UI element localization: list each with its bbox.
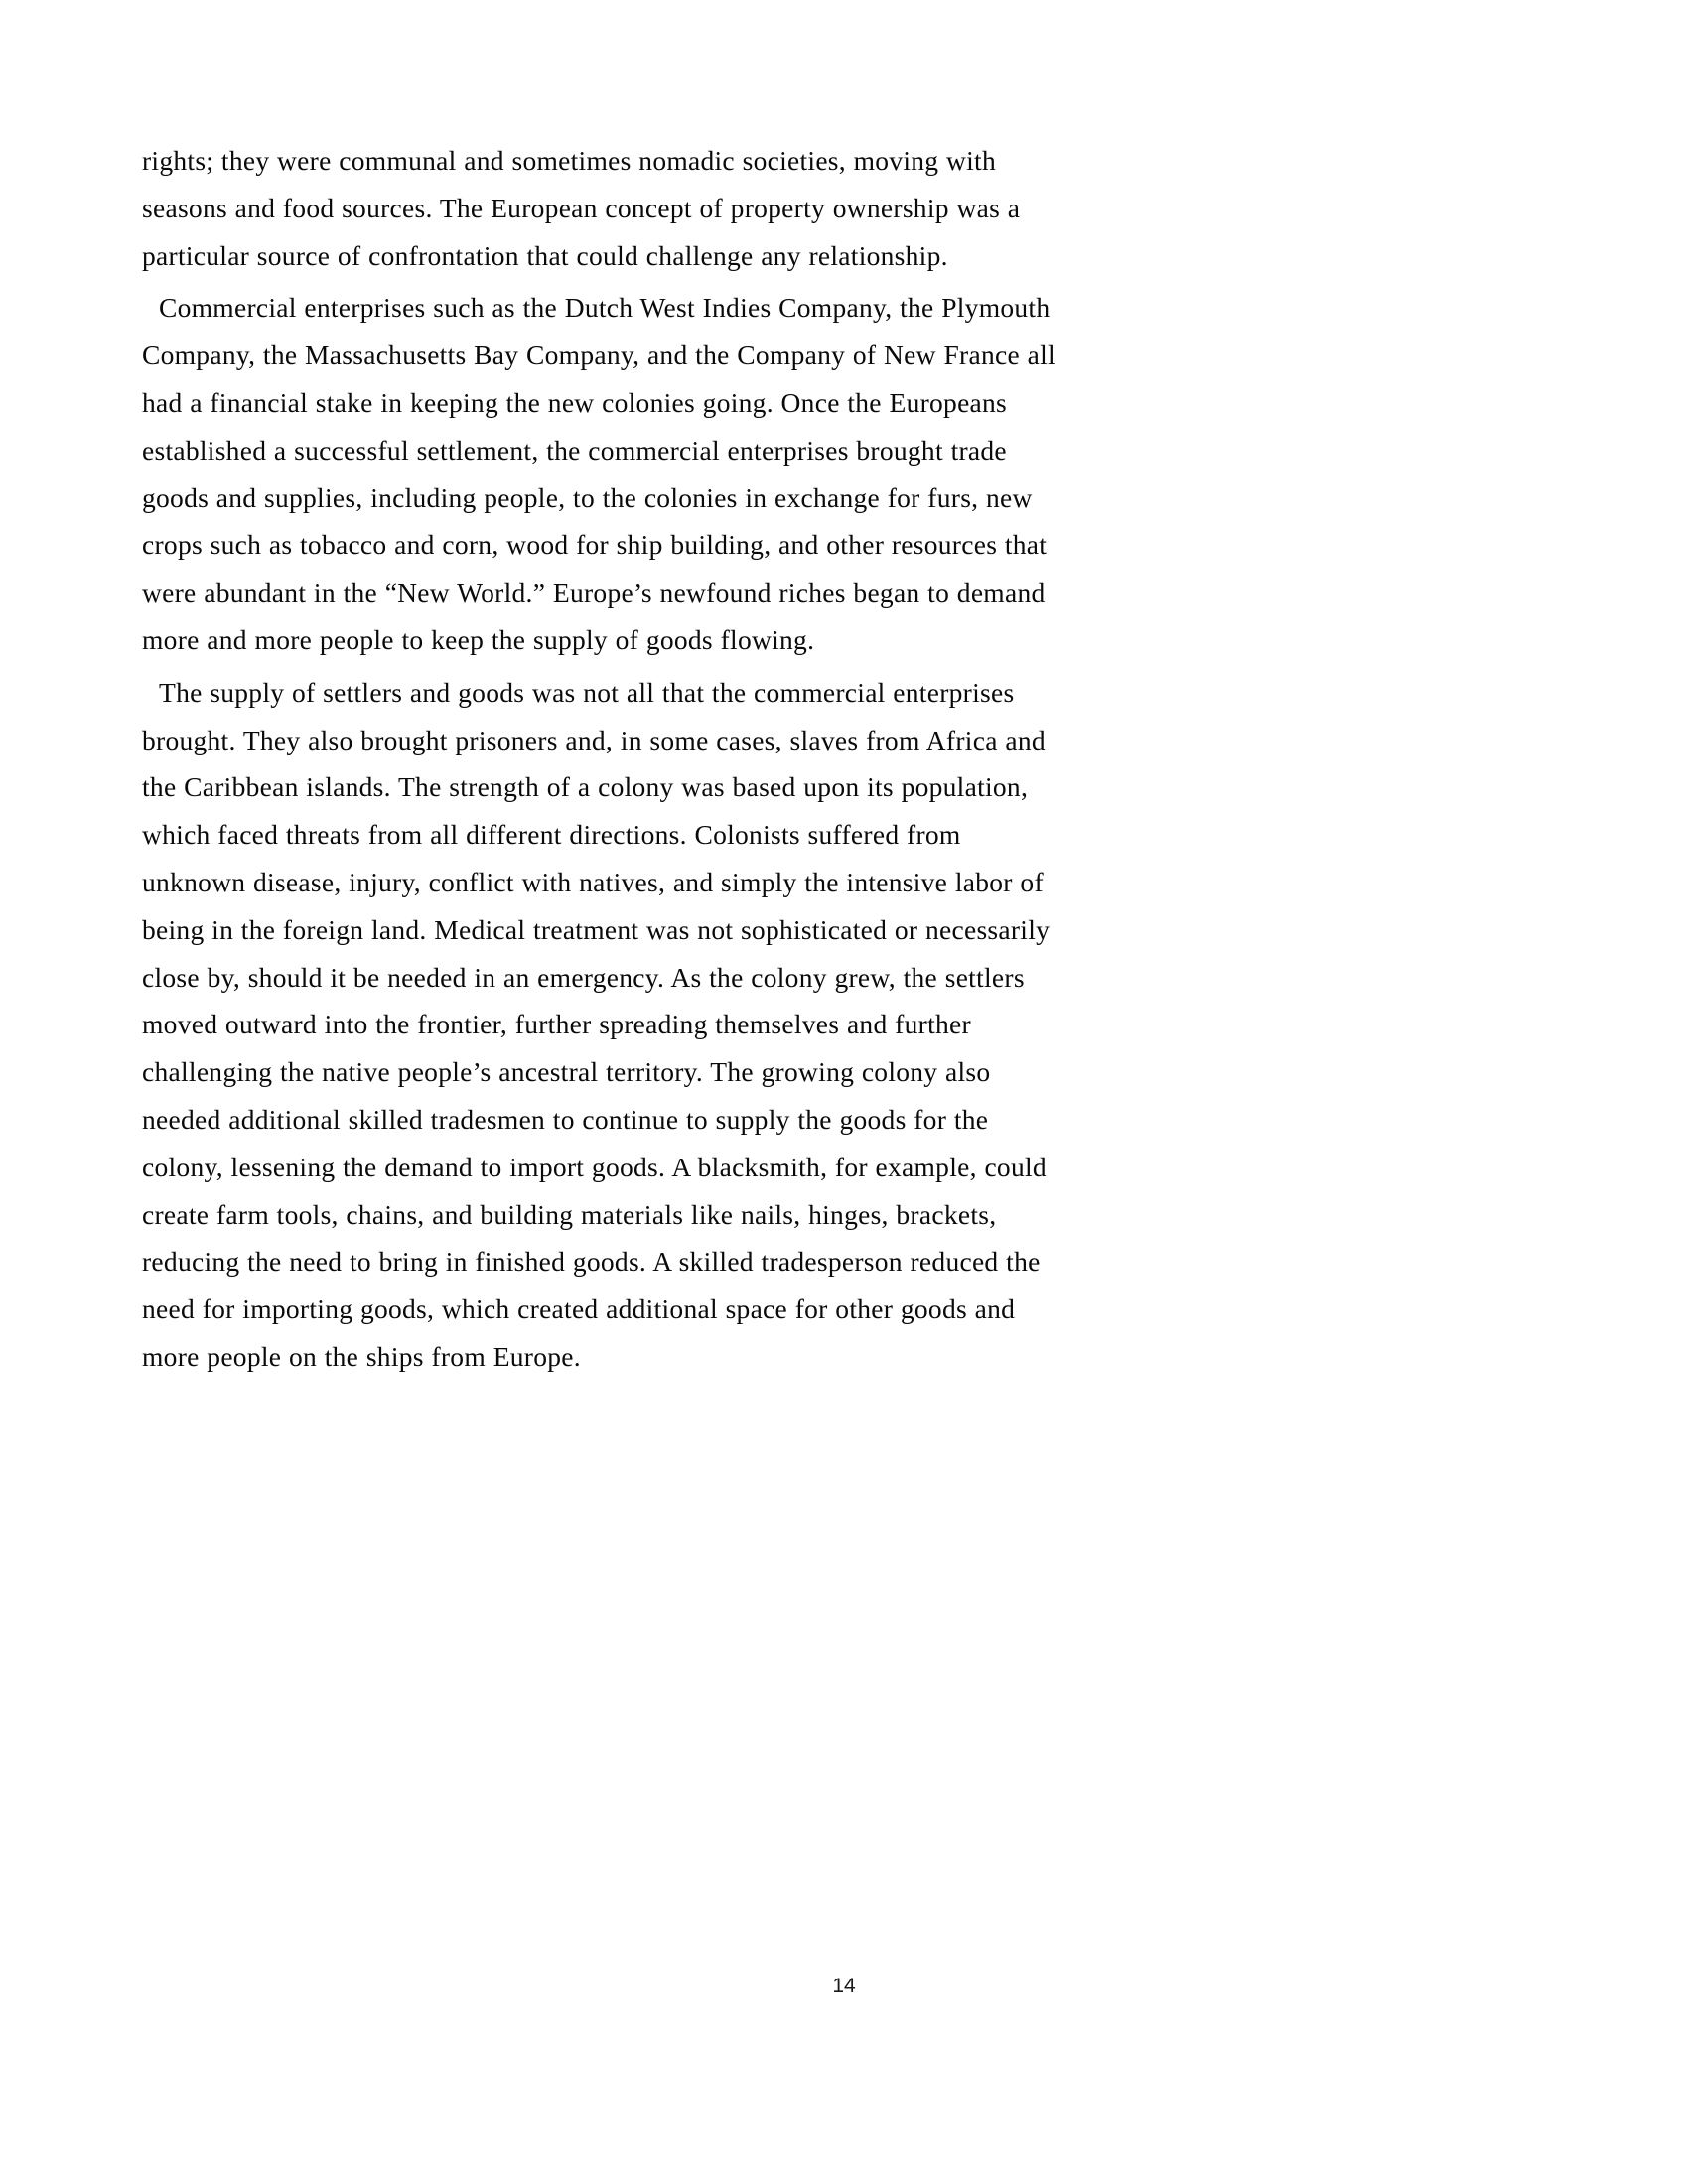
page-number: 14 — [832, 1975, 856, 1997]
paragraph-supply-of-settlers: The supply of settlers and goods was not all that the commercial enterprises brought. They also brought prisoners and, in some cases, slaves from Africa and the Caribbean islands. The strength of a colony was based upon its population, which faced threats from all different directions. Colonists suffered from unknown disease, injury, conflict with natives, and simply the intensive labor of being in the foreign land. Medical treatment was not sophisticated or necessarily close by, should it be needed in an emergency. As the colony grew, the settlers moved outward into the frontier, further spreading themselves and further challenging the native people’s ancestral territory. The growing colony also needed additional skilled tradesmen to continue to supply the goods for the colony, lessening the demand to import goods. A blacksmith, for example, could create farm tools, chains, and building materials like nails, hinges, brackets, reducing the need to bring in finished goods. A skilled tradesperson reduced the need for importing goods, which created additional space for other goods and more people on the ships from Europe. — [142, 676, 1051, 1372]
page-text-body — [142, 137, 1065, 1386]
paragraph-property-rights: rights; they were communal and sometimes nomadic societies, moving with seasons and food sources. The European concept of property ownership was a particular source of confrontation that could challenge any relationship. — [142, 145, 1021, 271]
paragraph-commercial-enterprises: Commercial enterprises such as the Dutch West Indies Company, the Plymouth Company, the Massachusetts Bay Company, and the Company of New France all had a financial stake in keeping the new colonies going. Once the Europeans established a successful settlement, the commercial enterprises brought trade goods and supplies, including people, to the colonies in exchange for furs, new crops such as tobacco and corn, wood for ship building, and other resources that were abundant in the “New World.” Europe’s newfound riches began to demand more and more people to keep the supply of goods flowing. — [142, 292, 1055, 655]
